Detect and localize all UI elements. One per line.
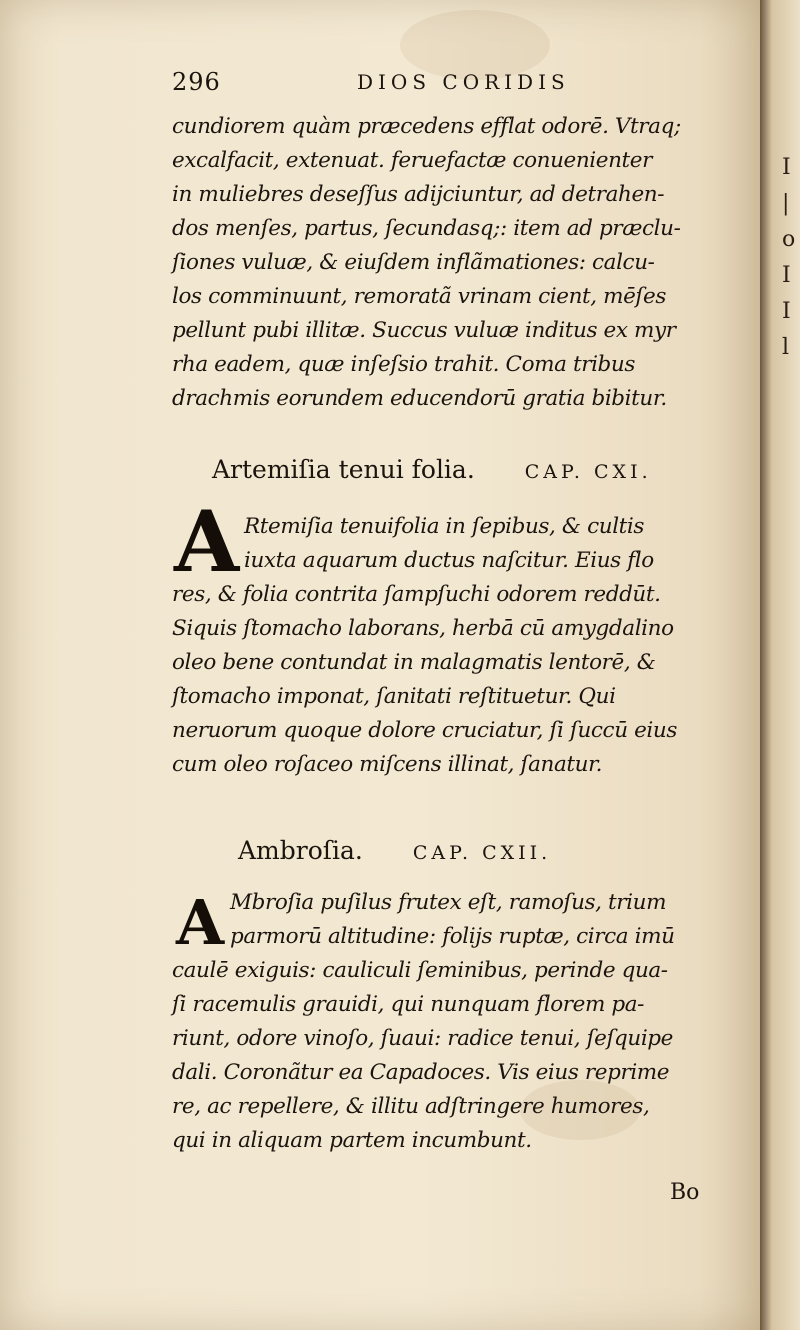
chapter-heading-ambrosia (238, 836, 551, 865)
facing-page-edge (760, 0, 800, 1330)
text-line: neruorum quoque dolore cruciatur, ſi ſuccū eius (172, 718, 677, 743)
chapter-title: Artemiſia tenui folia. (212, 455, 475, 484)
facing-page-glyphs: I | o I I l (782, 155, 796, 360)
drop-cap: A (174, 492, 240, 591)
text-line: cundiorem quàm præcedens efflat odorē. Vtraq; (172, 114, 681, 139)
text-line: los comminuunt, remoratã vrinam cient, mēſes (172, 284, 666, 309)
text-line: Rtemiſia tenuifolia in ſepibus, & cultis (244, 514, 645, 539)
text-line: excalfacit, extenuat. feruefactæ conuenienter (172, 148, 652, 173)
drop-cap: A (176, 886, 225, 959)
text-line: iuxta aquarum ductus naſcitur. Eius flo (244, 548, 654, 573)
text-line: in muliebres deseſſus adijciuntur, ad detrahen- (172, 182, 665, 207)
text-line: parmorū altitudine: folijs ruptæ, circa imū (230, 924, 675, 949)
text-line: re, ac repellere, & illitu adſtringere humores, (172, 1094, 650, 1119)
text-line: qui in aliquam partem incumbunt. (172, 1128, 532, 1153)
text-line: dali. Coronãtur ea Capadoces. Vis eius reprime (172, 1060, 670, 1085)
running-title: DIOS CORIDIS (357, 70, 570, 94)
text-line: drachmis eorundem educendorū gratia bibitur. (172, 386, 667, 411)
text-line: oleo bene contundat in malagmatis lentorē, & (172, 650, 656, 675)
intro-paragraph (172, 110, 732, 416)
chapter-heading-artemisia (212, 455, 652, 484)
text-line: Mbroſia puſilus frutex eſt, ramoſus, trium (230, 890, 667, 915)
text-line: rha eadem, quæ inſeſsio trahit. Coma tribus (172, 352, 636, 377)
text-line: ſiones vuluæ, & eiuſdem inflãmationes: calcu- (172, 250, 655, 275)
text-line: cum oleo roſaceo miſcens illinat, ſanatur. (172, 752, 603, 777)
text-line: dos menſes, partus, ſecundasq;: item ad præclu- (172, 216, 681, 241)
text-line: riunt, odore vinoſo, ſuaui: radice tenui, ſeſquipe (172, 1026, 673, 1051)
paragraph-artemisia (172, 510, 732, 782)
chapter-number: CAP. CXII. (412, 842, 552, 864)
chapter-number: CAP. CXI. (524, 461, 652, 483)
text-line: pellunt pubi illitæ. Succus vuluæ inditus ex myr (172, 318, 676, 343)
running-head (172, 68, 652, 102)
text-line: ſi racemulis grauidi, qui nunquam florem pa- (172, 992, 645, 1017)
text-line: res, & folia contrita ſampſuchi odorem reddūt. (172, 582, 661, 607)
catchword: Bo (670, 1180, 700, 1205)
paragraph-ambrosia (172, 886, 732, 1158)
text-line: Siquis ſtomacho laborans, herbā cū amygdalino (172, 616, 674, 641)
text-line: ſtomacho imponat, ſanitati reſtituetur. Qui (172, 684, 616, 709)
page-number: 296 (172, 68, 221, 96)
chapter-title: Ambroſia. (238, 836, 363, 865)
text-line: caulē exiguis: cauliculi ſeminibus, perinde qua- (172, 958, 668, 983)
